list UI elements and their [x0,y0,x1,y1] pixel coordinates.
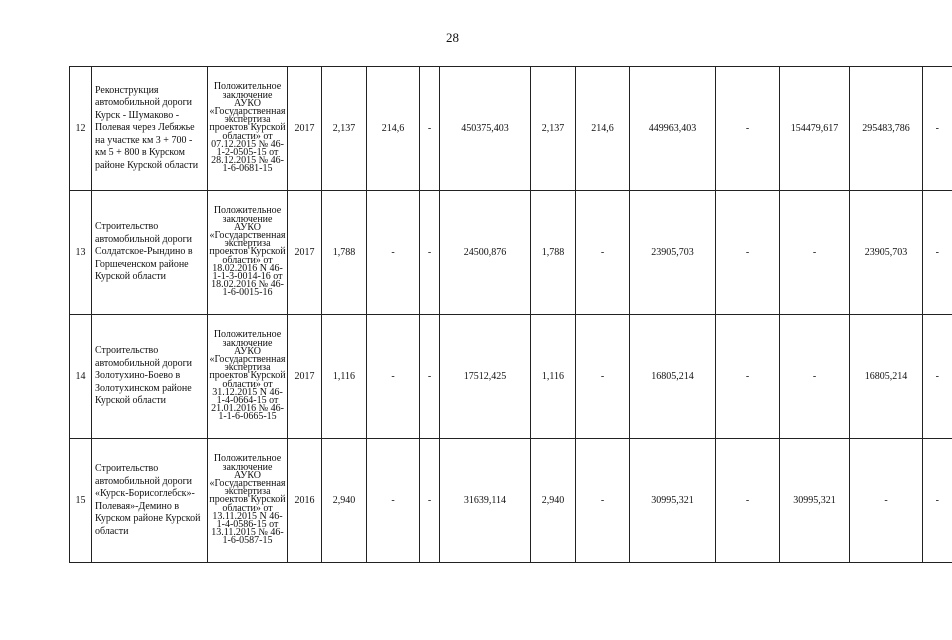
capacity-2: - [576,191,630,315]
total-amount: 30995,321 [630,439,716,563]
cell-14: - [923,439,952,563]
amount-year-2: 16805,214 [850,315,923,439]
estimated-cost: 450375,403 [440,67,531,191]
cell-11: - [716,67,780,191]
road-length: 2,137 [322,67,367,191]
amount-year-1: 30995,321 [780,439,850,563]
capacity: 214,6 [367,67,420,191]
capacity: - [367,439,420,563]
cell-6: - [420,315,440,439]
total-amount: 449963,403 [630,67,716,191]
cell-11: - [716,191,780,315]
row-number: 14 [70,315,92,439]
road-length: 1,116 [322,315,367,439]
road-length: 2,940 [322,439,367,563]
amount-year-2: 295483,786 [850,67,923,191]
road-length-2: 1,116 [531,315,576,439]
table-row [70,67,952,191]
capacity-2: - [576,315,630,439]
amount-year-2: 23905,703 [850,191,923,315]
capacity-2: 214,6 [576,67,630,191]
cell-14: - [923,67,952,191]
year: 2017 [288,67,322,191]
road-length-2: 2,940 [531,439,576,563]
year: 2017 [288,191,322,315]
capacity: - [367,315,420,439]
page-number: 28 [446,30,459,45]
table-row [70,439,952,563]
cell-6: - [420,191,440,315]
cell-14: - [923,315,952,439]
year: 2016 [288,439,322,563]
amount-year-2: - [850,439,923,563]
cell-6: - [420,439,440,563]
road-length-2: 1,788 [531,191,576,315]
row-number: 15 [70,439,92,563]
cell-14: - [923,191,952,315]
object-name: Строительство автомобильной дороги Золотухино-Боево в Золотухинском районе Курской области [92,315,208,439]
table-row [70,191,952,315]
amount-year-1: 154479,617 [780,67,850,191]
table-row [70,315,952,439]
object-name: Строительство автомобильной дороги Солдатское-Рындино в Горшеченском районе Курской области [92,191,208,315]
estimated-cost: 24500,876 [440,191,531,315]
year: 2017 [288,315,322,439]
expert-conclusion: Положительное заключение АУКО «Государственная экспертиза проектов Курской области» от 07.12.2015 № 46-1-2-0505-15 от 28.12.2015 № 46-1-6-0681-15 [208,67,288,191]
object-name: Строительство автомобильной дороги «Курск-Борисоглебск»-Полевая»-Демино в Курском районе Курской области [92,439,208,563]
cell-11: - [716,439,780,563]
objects-table [69,66,952,563]
total-amount: 23905,703 [630,191,716,315]
amount-year-1: - [780,315,850,439]
estimated-cost: 31639,114 [440,439,531,563]
expert-conclusion: Положительное заключение АУКО «Государственная экспертиза проектов Курской области» от 13.11.2015 N 46-1-4-0586-15 от 13.11.2015 № 46-1-6-0587-15 [208,439,288,563]
road-length: 1,788 [322,191,367,315]
expert-conclusion: Положительное заключение АУКО «Государственная экспертиза проектов Курской области» от 18.02.2016 N 46-1-1-3-0014-16 от 18.02.2016 № 46-1-6-0015-16 [208,191,288,315]
total-amount: 16805,214 [630,315,716,439]
cell-6: - [420,67,440,191]
row-number: 13 [70,191,92,315]
estimated-cost: 17512,425 [440,315,531,439]
row-number: 12 [70,67,92,191]
road-length-2: 2,137 [531,67,576,191]
capacity-2: - [576,439,630,563]
capacity: - [367,191,420,315]
cell-11: - [716,315,780,439]
expert-conclusion: Положительное заключение АУКО «Государственная экспертиза проектов Курской области» от 31.12.2015 N 46-1-4-0664-15 от 21.01.2016 № 46-1-1-6-0665-15 [208,315,288,439]
object-name: Реконструкция автомобильной дороги Курск - Шумаково - Полевая через Лебяжье на участке км 3 + 700 - км 5 + 800 в Курском районе Курской области [92,67,208,191]
amount-year-1: - [780,191,850,315]
